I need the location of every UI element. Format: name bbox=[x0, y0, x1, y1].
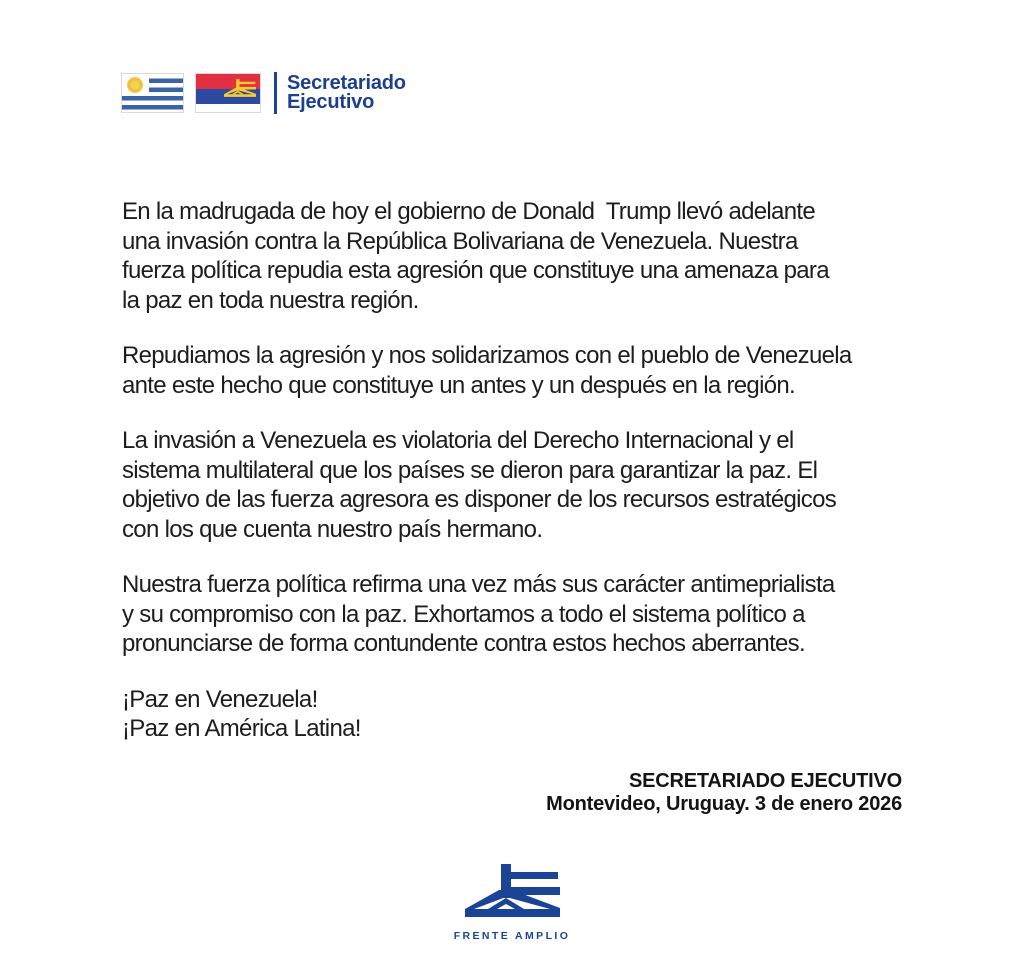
frente-amplio-flag-icon bbox=[195, 73, 261, 113]
slogan-america-latina: ¡Paz en América Latina! bbox=[122, 715, 361, 742]
text-line: sistema multilateral que los países se dieron para garantizar la paz. El bbox=[122, 456, 818, 484]
text-line: Nuestra fuerza política refirma una vez más sus carácter antimeprialista bbox=[122, 571, 835, 598]
text-line: la paz en toda nuestra región. bbox=[122, 286, 419, 314]
header-divider bbox=[274, 72, 277, 114]
paragraph-2 bbox=[122, 341, 902, 400]
slogan-venezuela: ¡Paz en Venezuela! bbox=[122, 685, 318, 713]
text-line: pronunciarse de forma contundente contra estos hechos aberrantes. bbox=[122, 630, 805, 657]
paragraph-4 bbox=[122, 570, 902, 659]
uruguay-flag-canton bbox=[122, 74, 149, 96]
frente-amplio-emblem-icon bbox=[224, 79, 256, 97]
footer-wordmark: FRENTE AMPLIO bbox=[453, 930, 571, 942]
text-line: y su compromiso con la paz. Exhortamos a todo el sistema político a bbox=[122, 600, 805, 628]
paragraph-1 bbox=[122, 197, 902, 315]
text-line: objetivo de las fuerza agresora es disponer de los recursos estratégicos bbox=[122, 486, 837, 513]
signature-block bbox=[122, 770, 902, 816]
statement-body bbox=[122, 197, 902, 816]
org-title-line1: Secretariado bbox=[287, 71, 406, 94]
text-line: con los que cuenta nuestro país hermano. bbox=[122, 515, 543, 543]
header bbox=[121, 72, 406, 114]
uruguay-flag-icon bbox=[121, 73, 184, 113]
footer bbox=[0, 864, 1024, 942]
text-line: La invasión a Venezuela es violatoria del Derecho Internacional y el bbox=[122, 427, 794, 454]
text-line: fuerza política repudia esta agresión que constituye una amenaza para bbox=[122, 257, 829, 284]
text-line: En la madrugada de hoy el gobierno de Donald Trump llevó adelante bbox=[122, 198, 815, 225]
signature-org: SECRETARIADO EJECUTIVO bbox=[628, 769, 902, 792]
org-title-line2: Ejecutivo bbox=[287, 91, 375, 113]
sun-icon bbox=[127, 77, 143, 93]
text-line: Repudiamos la agresión y nos solidarizamos con el pueblo de Venezuela bbox=[122, 342, 852, 369]
org-title bbox=[287, 71, 406, 113]
signature-place-date: Montevideo, Uruguay. 3 de enero 2026 bbox=[546, 792, 902, 815]
text-line: una invasión contra la República Bolivariana de Venezuela. Nuestra bbox=[122, 227, 798, 255]
frente-amplio-logo-icon bbox=[465, 864, 560, 917]
paragraph-3 bbox=[122, 426, 902, 544]
text-line: ante este hecho que constituye un antes y un después en la región. bbox=[122, 371, 795, 399]
slogans bbox=[122, 685, 902, 744]
